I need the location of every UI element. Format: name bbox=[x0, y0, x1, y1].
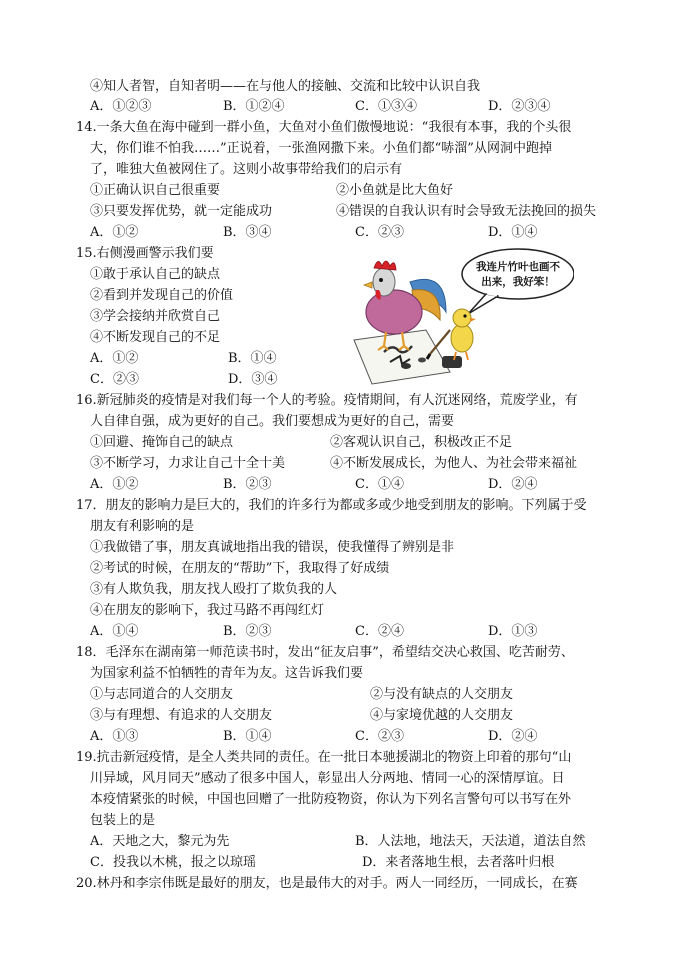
q14-item-2: ②小鱼就是比大鱼好 bbox=[336, 183, 454, 198]
q19-option-d[interactable]: D．来者落地生根，去者落叶归根 bbox=[362, 855, 555, 870]
q14-option-d[interactable]: D．①④ bbox=[488, 225, 538, 240]
q18-item-1: ①与志同道合的人交朋友 bbox=[90, 687, 234, 702]
q16-item-1: ①回避、掩饰自己的缺点 bbox=[90, 435, 234, 450]
q14-stem-line-2: 大，你们谁不怕我……”正说着，一张渔网撒下来。小鱼们都“哧溜”从网洞中跑掉 bbox=[90, 141, 552, 156]
q15-item-1: ①敢于承认自己的缺点 bbox=[90, 267, 221, 282]
q15-item-2: ②看到并发现自己的价值 bbox=[90, 288, 234, 303]
q17-stem-line-1: 17．朋友的影响力是巨大的，我们的许多行为都或多或少地受到朋友的影响。下列属于受 bbox=[76, 498, 587, 513]
chick bbox=[451, 324, 473, 352]
q18-item-3: ③与有理想、有追求的人交朋友 bbox=[90, 708, 273, 723]
q19-stem-line-4: 包装上的是 bbox=[90, 813, 156, 828]
q16-stem-line-2: 人自律自强，成为更好的自己。我们要想成为更好的自己，需要 bbox=[90, 414, 455, 429]
q14-item-1: ①正确认识自己很重要 bbox=[90, 183, 221, 198]
q18-option-a[interactable]: A．①③ bbox=[90, 729, 139, 744]
q16-item-2: ②客观认识自己，积极改正不足 bbox=[330, 435, 513, 450]
q17-option-d[interactable]: D．①③ bbox=[488, 624, 538, 639]
ink-stone bbox=[442, 356, 462, 368]
q16-option-c[interactable]: C．①④ bbox=[355, 477, 404, 492]
q18-item-2: ②与没有缺点的人交朋友 bbox=[370, 687, 514, 702]
q16-option-a[interactable]: A．①② bbox=[90, 477, 139, 492]
q16-option-b[interactable]: B．②③ bbox=[223, 477, 272, 492]
q18-stem-line-1: 18．毛泽东在湖南第一师范读书时，发出“征友启事”，希望结交决心救国、吃苦耐劳、 bbox=[76, 645, 574, 660]
bubble-line-2: 出来，我好笨！ bbox=[481, 276, 555, 288]
q19-option-b[interactable]: B．人法地，地法天，天法道，道法自然 bbox=[355, 834, 586, 849]
q17-item-3: ③有人欺负我，朋友找人殴打了欺负我的人 bbox=[90, 582, 338, 597]
q15-option-b[interactable]: B．①④ bbox=[228, 351, 277, 366]
q15-stem: 15.右侧漫画警示我们要 bbox=[76, 246, 214, 261]
q16-item-3: ③不断学习，力求让自己十全十美 bbox=[90, 456, 286, 471]
q16-option-d[interactable]: D．②④ bbox=[488, 477, 538, 492]
q18-option-d[interactable]: D．②④ bbox=[488, 729, 538, 744]
rooster bbox=[366, 290, 422, 334]
q17-item-2: ②考试的时候，在朋友的“帮助”下，我取得了好成绩 bbox=[90, 561, 390, 576]
q17-stem-line-2: 朋友有利影响的是 bbox=[90, 519, 195, 534]
q17-option-b[interactable]: B．②③ bbox=[223, 624, 272, 639]
q19-stem-line-2: 川异域，风月同天”感动了很多中国人，彰显出人分两地、情同一心的深情厚谊。日 bbox=[90, 771, 565, 786]
q13-option-d[interactable]: D．②③④ bbox=[488, 99, 551, 114]
q15-option-a[interactable]: A．①② bbox=[90, 351, 139, 366]
q17-item-1: ①我做错了事，朋友真诚地指出我的错误，使我懂得了辨别是非 bbox=[90, 540, 455, 555]
q19-stem-line-1: 19.抗击新冠疫情，是全人类共同的责任。在一批日本驰援湖北的物资上印着的那句“山 bbox=[76, 750, 572, 765]
q13-option-a[interactable]: A．①②③ bbox=[90, 99, 152, 114]
q15-option-c[interactable]: C．②③ bbox=[90, 372, 139, 387]
rooster-chick-cartoon bbox=[346, 248, 574, 388]
q16-item-4: ④不断发展成长，为他人、为社会带来福祉 bbox=[330, 456, 578, 471]
q19-option-a[interactable]: A．天地之大，黎元为先 bbox=[90, 834, 230, 849]
q15-item-3: ③学会接纳并欣赏自己 bbox=[90, 309, 221, 324]
q14-stem-line-3: 了，唯独大鱼被网住了。这则小故事带给我们的启示有 bbox=[90, 162, 403, 177]
q14-option-c[interactable]: C．②③ bbox=[355, 225, 404, 240]
q18-option-c[interactable]: C．②③ bbox=[355, 729, 404, 744]
bubble-line-1: 我连片竹叶也画不 bbox=[476, 261, 560, 273]
q14-option-a[interactable]: A．①② bbox=[90, 225, 139, 240]
q19-option-c[interactable]: C．投我以木桃，报之以琼瑶 bbox=[90, 855, 256, 870]
q18-stem-line-2: 为国家利益不怕牺牲的青年为友。这告诉我们要 bbox=[90, 666, 364, 681]
q18-option-b[interactable]: B．①④ bbox=[223, 729, 272, 744]
q14-item-3: ③只要发挥优势，就一定能成功 bbox=[90, 204, 273, 219]
q13-item-4: ④知人者智，自知者明——在与他人的接触、交流和比较中认识自我 bbox=[90, 79, 481, 94]
q16-stem-line-1: 16.新冠肺炎的疫情是对我们每一个人的考验。疫情期间，有人沉迷网络，荒废学业，有 bbox=[76, 393, 578, 408]
speech-bubble bbox=[462, 249, 574, 299]
q15-item-4: ④不断发现自己的不足 bbox=[90, 330, 221, 345]
q17-option-c[interactable]: C．②④ bbox=[355, 624, 404, 639]
q19-stem-line-3: 本疫情紧张的时候，中国也回赠了一批防疫物资，你认为下列名言警句可以书写在外 bbox=[90, 792, 572, 807]
q20-stem-line-1: 20.林丹和李宗伟既是最好的朋友，也是最伟大的对手。两人一同经历，一同成长，在赛 bbox=[76, 876, 578, 891]
q13-option-b[interactable]: B．①②④ bbox=[223, 99, 285, 114]
q17-item-4: ④在朋友的影响下，我过马路不再闯红灯 bbox=[90, 603, 325, 618]
q14-option-b[interactable]: B．③④ bbox=[223, 225, 272, 240]
q18-item-4: ④与家境优越的人交朋友 bbox=[370, 708, 514, 723]
q13-option-c[interactable]: C．①③④ bbox=[355, 99, 417, 114]
q17-option-a[interactable]: A．①④ bbox=[90, 624, 139, 639]
q15-option-d[interactable]: D．③④ bbox=[228, 372, 278, 387]
q14-item-4: ④错误的自我认识有时会导致无法挽回的损失 bbox=[336, 204, 597, 219]
q14-stem-line-1: 14.一条大鱼在海中碰到一群小鱼，大鱼对小鱼们傲慢地说：“我很有本事，我的个头很 bbox=[76, 120, 572, 135]
